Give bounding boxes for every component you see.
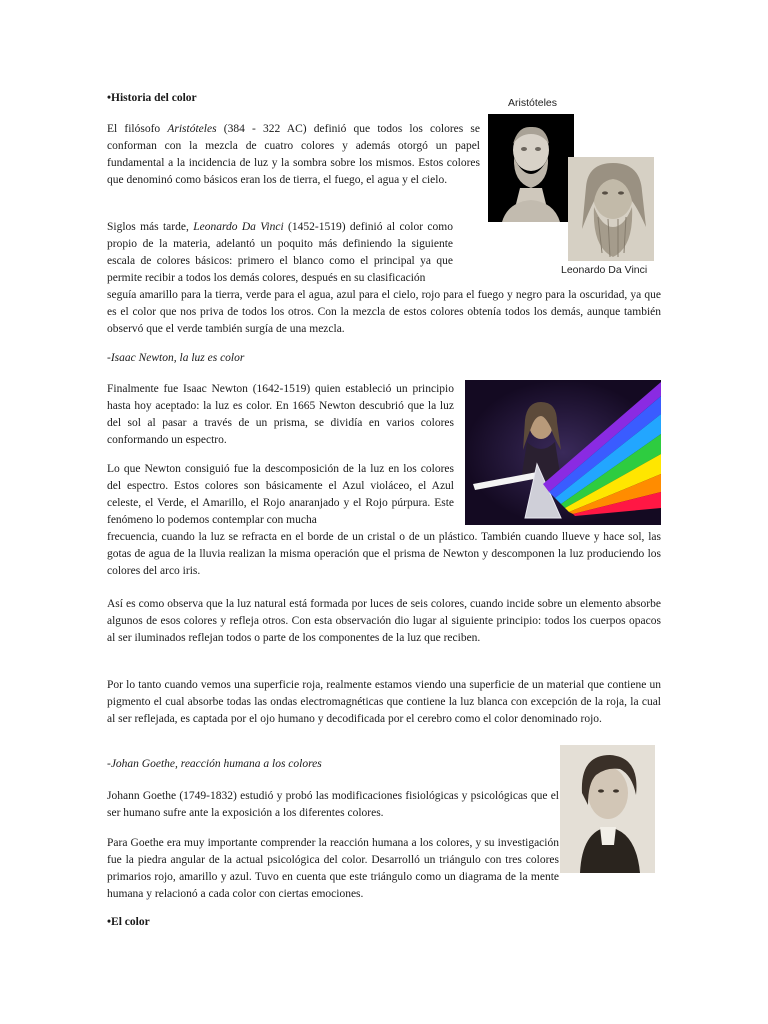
subheading-newton: -Isaac Newton, la luz es color <box>107 352 245 364</box>
caption-leonardo-da-vinci: Leonardo Da Vinci <box>561 264 648 276</box>
paragraph-goethe-1: Johann Goethe (1749-1832) estudió y probó las modificaciones fisiológicas y psicológicas que el ser humano sufre ante la exposición a los diferentes colores. <box>107 790 559 819</box>
paragraph-superficie-roja: Por lo tanto cuando vemos una superficie roja, realmente estamos viendo una superficie de un material que contiene un pigmento el cual absorbe todas las ondas electromagnéticas que contiene la luz blanca con excepción de la roja, la cual al ser reflejada, es captada por el ojo humano y decodificada por el cerebro como el color denominado rojo. <box>107 679 661 725</box>
paragraph-newton-2-part2: frecuencia, cuando la luz se refracta en el borde de un cristal o de un plástico. También cuando llueve y hace sol, las gotas de agua de la lluvia realizan la misma operación que el prisma de Newton y descomponen la luz produciendo los colores del arco iris. <box>107 531 661 577</box>
paragraph-da-vinci-part2: seguía amarillo para la tierra, verde para el agua, azul para el cielo, rojo para el fuego y negro para la oscuridad, ya que es el color que nos priva de todos los otros. Con la mezcla de estos colores obtenía todos los demás, aunque también observó que el verde también surgía de una mezcla. <box>107 289 661 335</box>
newton-prism-spectrum-image <box>465 380 661 525</box>
paragraph-da-vinci-part1: Siglos más tarde, Leonardo Da Vinci (1452-1519) definió al color como propio de la materia, adelantó un poquito más definiendo la siguiente escala de colores básicos: primero el blanco como el principal ya que permite recibir a todos los demás colores, después en su clasificación <box>107 221 453 284</box>
section-heading-historia: •Historia del color <box>107 92 197 104</box>
paragraph-goethe-2: Para Goethe era muy importante comprender la reacción humana a los colores, y su investigación fue la piedra angular de la actual psicológica del color. Desarrolló un triángulo con tres colores primarios rojo, amarillo y azul. Tuvo en cuenta que este triángulo como un diagrama de la mente humana y relacionó a cada color con ciertas emociones. <box>107 837 559 900</box>
paragraph-luz-natural: Así es como observa que la luz natural está formada por luces de seis colores, cuando incide sobre un elemento absorbe algunos de esos colores y refleja otros. Con esta observación dio lugar al siguiente principio: todos los cuerpos opacos al ser iluminados reflejan todos o parte de los componentes de la luz que reciben. <box>107 598 661 644</box>
goethe-portrait-image <box>560 745 655 873</box>
paragraph-newton-1: Finalmente fue Isaac Newton (1642-1519) quien estableció un principio hasta hoy aceptado: la luz es color. En 1665 Newton descubrió que la luz del sol al pasar a través de un prisma, se dividía en varios colores conformando un espectro. <box>107 383 454 446</box>
subheading-goethe: -Johan Goethe, reacción humana a los colores <box>107 758 322 770</box>
paragraph-newton-2-part1: Lo que Newton consiguió fue la descomposición de la luz en los colores del espectro. Estos colores son básicamente el Azul violáceo, el Azul celeste, el Verde, el Amarillo, el Rojo anaranjado y el Rojo púrpura. Este fenómeno lo podemos contemplar con mucha <box>107 463 454 526</box>
paragraph-aristoteles: El filósofo Aristóteles (384 - 322 AC) definió que todos los colores se conforman con la mezcla de cuatro colores y además otorgó un papel fundamental a la incidencia de luz y la sombra sobre los mismos. Estos colores que denominó como básicos eran los de tierra, el fuego, el agua y el cielo. <box>107 123 480 186</box>
leonardo-da-vinci-portrait-image <box>568 157 654 261</box>
section-heading-el-color: •El color <box>107 916 150 928</box>
caption-aristoteles: Aristóteles <box>508 97 558 109</box>
aristotle-bust-image <box>488 114 574 222</box>
